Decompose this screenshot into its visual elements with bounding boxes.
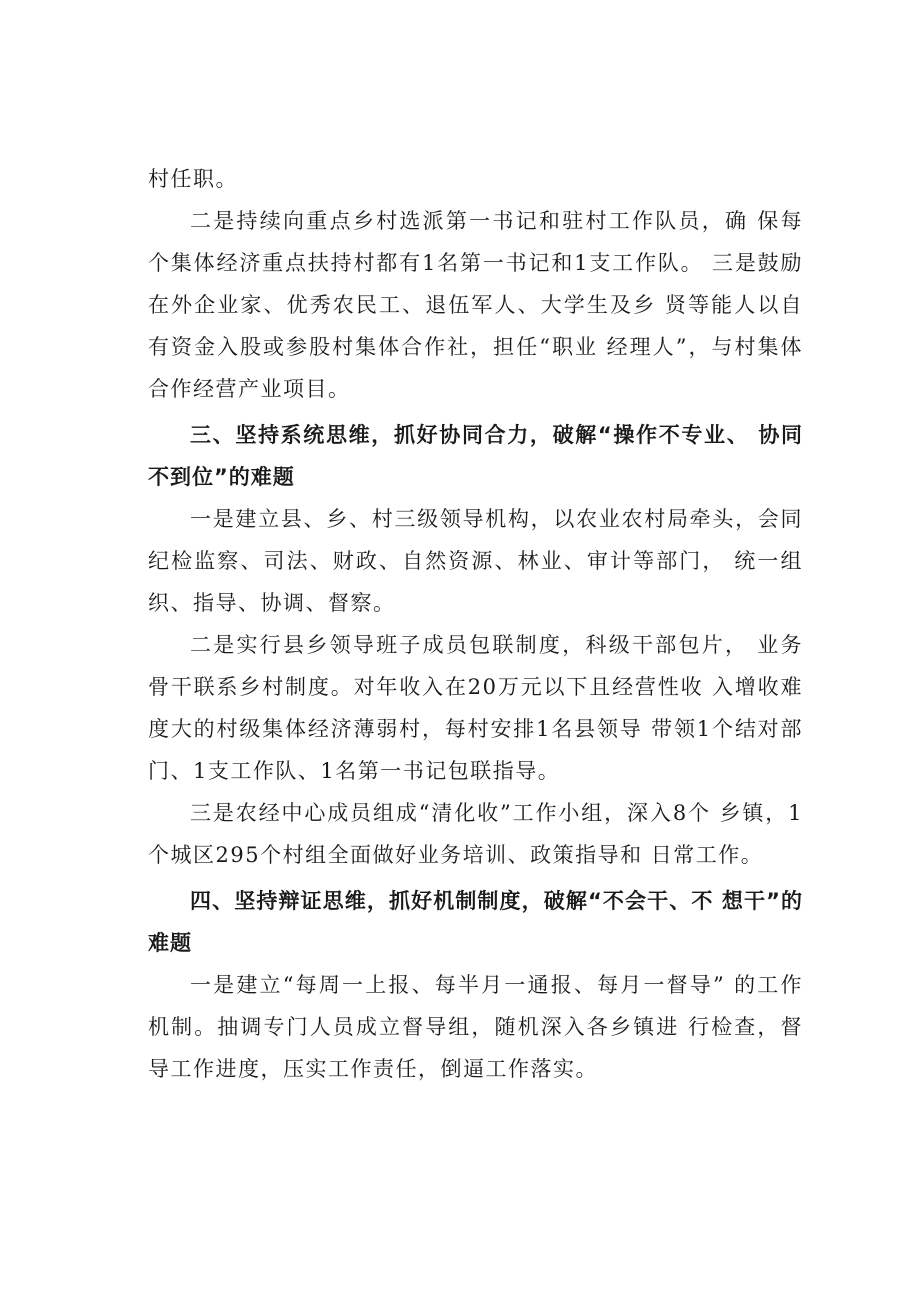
section-heading-four: 四、坚持辩证思维，抓好机制制度，破解“不会干、不 想干”的难题 xyxy=(148,889,803,955)
paragraph-continuation: 村任职。 xyxy=(148,167,238,191)
paragraph-reporting-mechanism: 一是建立“每周一上报、每半月一通报、每月一督导” 的工作机制。抽调专门人员成立督导组，随机深入各乡镇进 行检查，督导工作进度，压实工作责任，倒逼工作落实。 xyxy=(148,973,803,1081)
paragraph-point-two-three: 二是持续向重点乡村选派第一书记和驻村工作队员，确 保每个集体经济重点扶持村都有1名第一书记和1支工作队。 三是鼓励在外企业家、优秀农民工、退伍军人、大学生及乡 贤等能人以自有资金入股或参股村集体合作社，担任“职业 经理人”，与村集体合作经营产业项目。 xyxy=(148,209,803,401)
paragraph-leadership-structure: 一是建立县、乡、村三级领导机构，以农业农村局牵头，会同纪检监察、司法、财政、自然资源、林业、审计等部门， 统一组织、指导、协调、督察。 xyxy=(148,507,803,615)
section-heading-three: 三、坚持系统思维，抓好协同合力，破解“操作不专业、 协同不到位”的难题 xyxy=(148,423,803,489)
paragraph-working-group: 三是农经中心成员组成“清化收”工作小组，深入8个 乡镇，1个城区295个村组全面做好业务培训、政策指导和 日常工作。 xyxy=(148,801,803,867)
paragraph-pairing-system: 二是实行县乡领导班子成员包联制度，科级干部包片， 业务骨干联系乡村制度。对年收入在20万元以下且经营性收 入增收难度大的村级集体经济薄弱村，每村安排1名县领导 带领1个结对部门、1支工作队、1名第一书记包联指导。 xyxy=(148,633,803,783)
document-page xyxy=(148,158,803,1090)
